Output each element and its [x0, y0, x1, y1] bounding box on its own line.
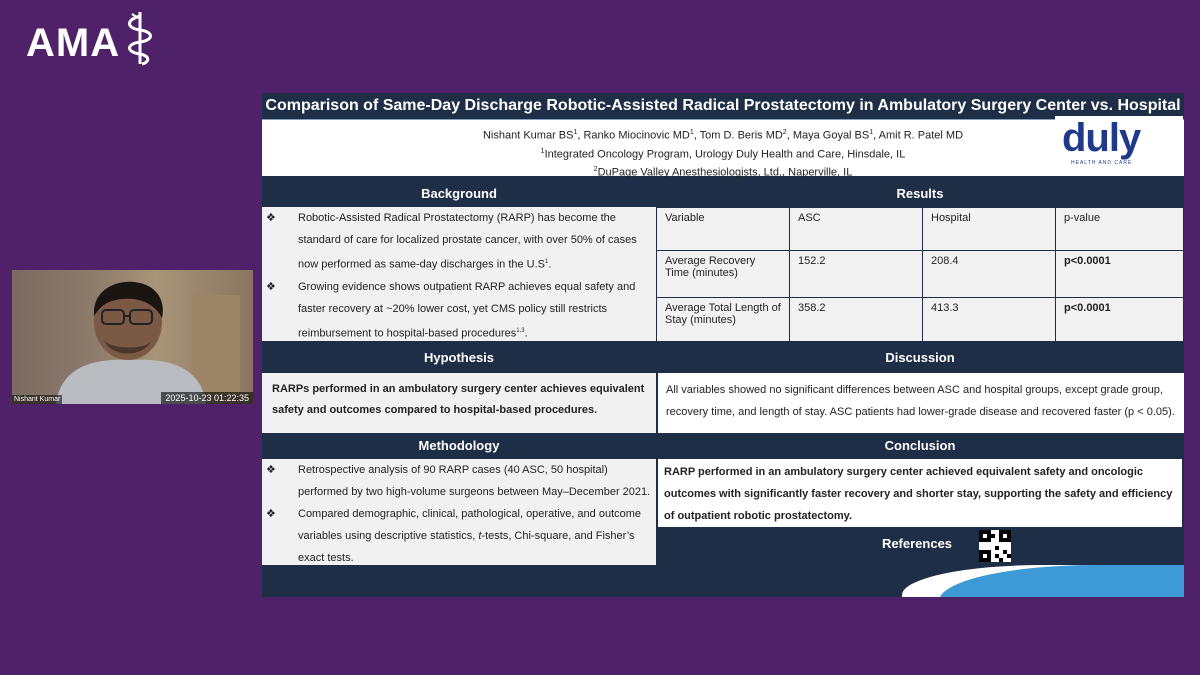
staff-of-asclepius-icon — [122, 10, 158, 71]
table-row — [657, 251, 1184, 298]
affiliation-1: $^1$Integrated Oncology Program, Urology Duly Health and Care, Hinsdale, IL — [540, 147, 906, 161]
table-cell: p<0.0001 — [1056, 251, 1184, 298]
hypothesis-text: RARPs performed in an ambulatory surgery center achieves equivalent safety and outcomes compared to hospital-based procedures. — [262, 373, 656, 441]
ama-logo — [26, 14, 158, 71]
table-row — [657, 298, 1184, 342]
hypothesis-header: Hypothesis — [262, 345, 656, 371]
webcam-video — [12, 270, 253, 404]
duly-logo-text: duly — [1062, 116, 1141, 160]
author-name: , Maya Goyal BS — [786, 129, 870, 142]
authors-block — [262, 120, 1184, 179]
duly-logo-subtitle: HEALTH AND CARE — [1071, 160, 1133, 166]
bullet-icon: ❖ — [266, 212, 276, 224]
table-cell: 358.2 — [790, 298, 923, 342]
discussion-text: All variables showed no significant differences between ASC and hospital groups, except grade group, recovery time, and length of stay. ASC patients had lower-grade disease and recovered faster (p < 0.05). — [658, 373, 1184, 441]
participant-name: Nishant Kumar — [14, 396, 61, 403]
background-bullet: ❖ Growing evidence shows outpatient RARP achieves equal safety and faster recovery at ~20% lower cost, yet CMS policy still restricts reimbursement to hospital-based procedures$^{1,3}$. — [262, 276, 656, 345]
table-cell: 152.2 — [790, 251, 923, 298]
table-cell: 208.4 — [923, 251, 1056, 298]
presenter-figure — [56, 280, 206, 404]
bullet-icon: ❖ — [266, 464, 276, 476]
conclusion-header: Conclusion — [656, 433, 1184, 459]
table-cell: Average Total Length of Stay (minutes) — [657, 298, 790, 342]
table-cell: Average Recovery Time (minutes) — [657, 251, 790, 298]
table-cell: 413.3 — [923, 298, 1056, 342]
table-header-cell: Variable — [657, 208, 790, 251]
table-cell: p<0.0001 — [1056, 298, 1184, 342]
background-panel — [262, 207, 656, 341]
references-header: References — [852, 531, 982, 557]
author-name: , Amit R. Patel MD — [873, 129, 964, 142]
research-poster — [262, 93, 1184, 597]
ama-logo-text: AMA — [26, 20, 121, 65]
results-table — [656, 207, 1184, 342]
video-timestamp: 2025-10-23 01:22:35 — [161, 392, 253, 404]
table-header-cell: ASC — [790, 208, 923, 251]
table-header-cell: Hospital — [923, 208, 1056, 251]
author-name: , Ranko Miocinovic MD — [577, 129, 690, 142]
bullet-icon: ❖ — [266, 280, 276, 293]
methodology-bullet: ❖ Compared demographic, clinical, pathological, operative, and outcome variables using descriptive statistics, t-tests, Chi-square, and Fisher’s exact tests. — [262, 503, 656, 569]
conclusion-text: RARP performed in an ambulatory surgery center achieved equivalent safety and oncologic outcomes with significantly faster recovery and shorter stay, supporting the safety and efficiency of outpatient robotic prostatectomy. — [658, 459, 1182, 527]
methodology-panel — [262, 459, 656, 565]
author-name: , Tom D. Beris MD — [693, 129, 783, 142]
results-header: Results — [656, 181, 1184, 207]
duly-logo — [1055, 116, 1183, 176]
discussion-header: Discussion — [656, 345, 1184, 371]
table-header-cell: p-value — [1056, 208, 1184, 251]
affiliation-2: $^2$DuPage Valley Anesthesiologists, Ltd., Naperville, IL — [593, 166, 853, 179]
author-line: Nishant Kumar $BS^1$, Ranko Miocinovic $MD^1$, Tom D. Beris $MD^2$, Maya Goyal $BS^1$, Amit R. Patel MD — [482, 129, 964, 142]
qr-code-icon — [979, 530, 1011, 562]
methodology-header: Methodology — [262, 433, 656, 459]
background-header: Background — [262, 181, 656, 207]
methodology-bullet: ❖ Retrospective analysis of 90 RARP cases (40 ASC, 50 hospital) performed by two high-volume surgeons between May–December 2021. — [262, 459, 656, 503]
poster-title: Comparison of Same-Day Discharge Robotic-Assisted Radical Prostatectomy in Ambulatory Surgery Center vs. Hospital — [262, 93, 1184, 119]
author-name: Nishant Kumar BS — [482, 129, 574, 142]
table-header-row — [657, 208, 1184, 251]
background-bullet: ❖ Robotic-Assisted Radical Prostatectomy (RARP) has become the standard of care for localized prostate cancer, with over 50% of cases now performed as same-day discharges in the $U.S^1$. — [262, 207, 656, 276]
bullet-icon: ❖ — [266, 508, 276, 520]
